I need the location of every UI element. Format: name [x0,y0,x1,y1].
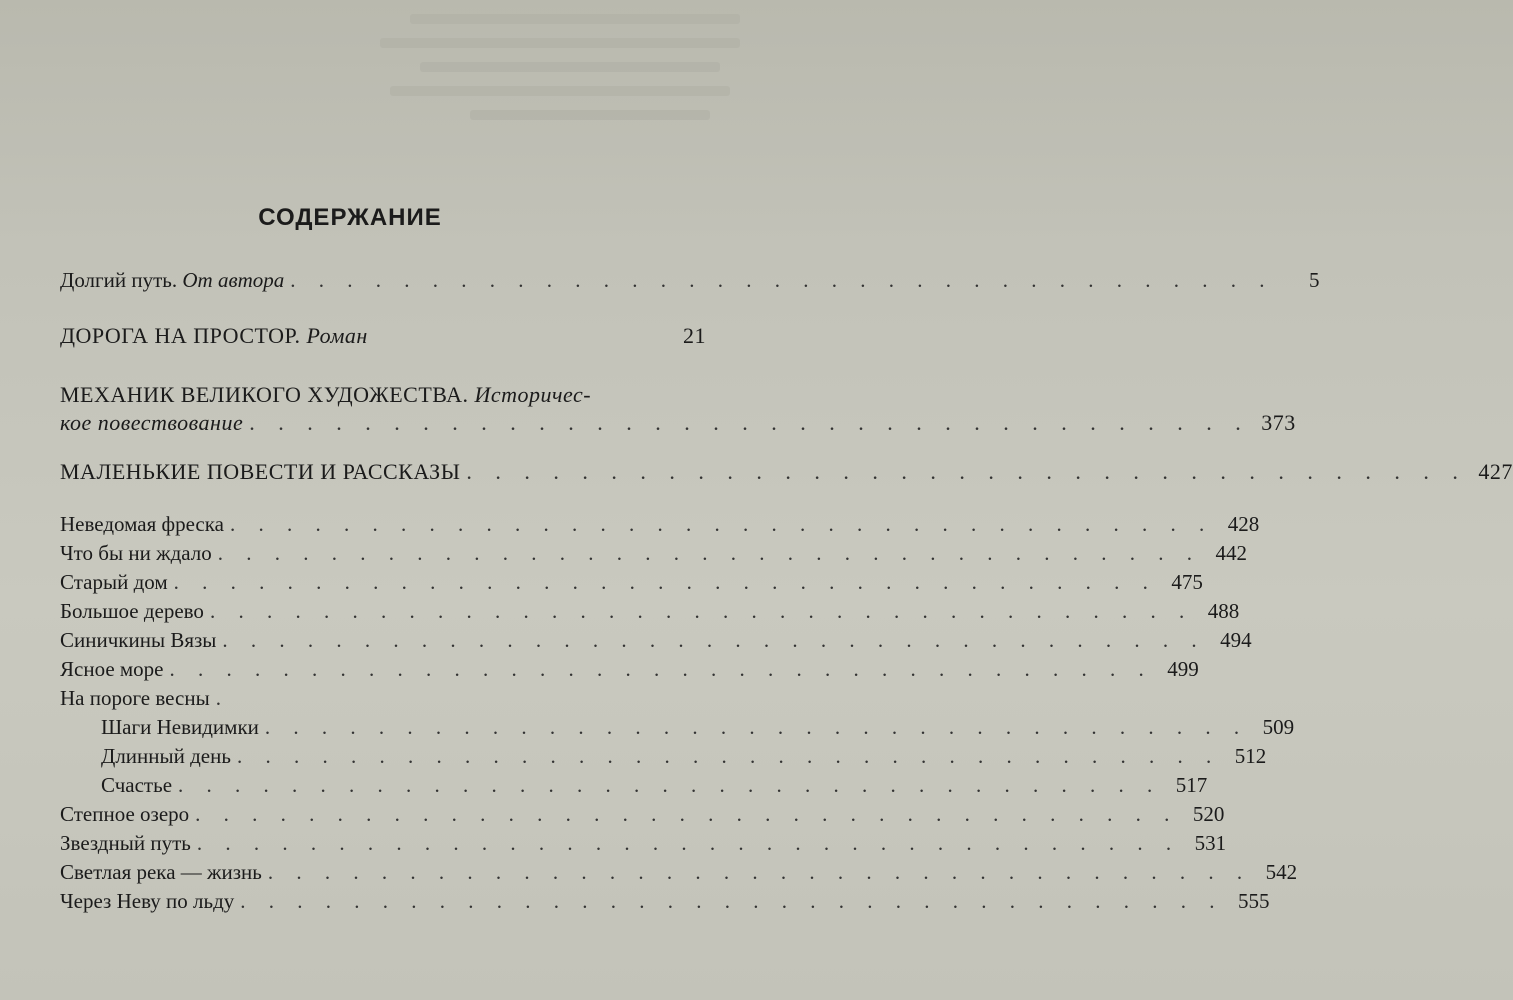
toc-entry [60,322,706,350]
story-title: Шаги Невидимки [101,715,259,739]
leader-dots: . . . . . . . . . . . . . . . . . . . . . . . . . . . . . . . . . . . [195,802,1179,826]
story-title: Звездный путь [60,831,191,855]
story-title: Длинный день [101,744,231,768]
story-entry [60,858,1298,886]
story-title: Ясное море [60,657,164,681]
leader-dots: . . . . . . . . . . . . . . . . . . . . . . . . . . . . . . . . . . . [290,268,1274,292]
page-number: 5 [1309,268,1320,292]
story-entry [60,800,1225,828]
page-number: 531 [1194,831,1227,855]
story-entry [60,568,1203,596]
entry-subtitle: Роман [306,323,368,348]
story-title: Степное озеро [60,802,190,826]
story-entry [60,655,1199,683]
leader-dots: . [215,686,230,710]
leader-dots: . . . . . . . . . . . . . . . . . . . . . . . . . . . . . . . . . . . [209,599,1194,623]
leader-dots: . . . . . . . . . . . . . . . . . . . . . . . . . . . . . . . . . . . [236,744,1221,768]
story-title: На пороге весны [60,686,210,710]
entry-subtitle: Историчес- [474,382,592,407]
page-number: 555 [1238,889,1270,913]
leader-dots: . . . . . . . . . . . . . . . . . . . . . . . . . . . . . . . . . . . [222,628,1206,652]
page-number: 488 [1207,599,1240,623]
story-entry [60,597,1240,625]
page-number: 512 [1234,744,1267,768]
page-number: 373 [1261,410,1296,435]
page-number: 494 [1220,628,1252,652]
page-number: 509 [1262,715,1295,739]
story-entry [60,829,1227,857]
story-entry [60,510,1260,538]
story-entry [101,713,1295,741]
leader-dots: . . . . . . . . . . . . . . . . . . . . . . . . . . . . . . . . . . . [466,459,1467,484]
page-number: 21 [683,323,706,348]
entry-title: Долгий путь. [60,268,178,292]
story-entry [101,742,1267,770]
story-title: Синичкины Вязы [60,628,217,652]
leader-dots: . . . . . . . . . . . . . . . . . . . . . . . . . . . . . . . . . . . [229,512,1214,536]
story-title: Что бы ни ждало [60,541,212,565]
leader-dots: . . . . . . . . . . . . . . . . . . . . . . . . . . . . . . . . . . . [217,541,1201,565]
page-number: 475 [1171,570,1203,594]
toc-entry [60,266,1320,294]
page-number: 442 [1215,541,1247,565]
entry-title: МЕХАНИК ВЕЛИКОГО ХУДОЖЕСТВА. [60,382,469,407]
page-number: 542 [1265,860,1298,884]
leader-dots: . . . . . . . . . . . . . . . . . . . . . . . . . . . . . . . . . . . [178,773,1162,797]
story-title: Старый дом [60,570,168,594]
story-entry [60,887,1270,915]
entry-subtitle: От автора [182,268,285,292]
story-entry [101,771,1208,799]
story-title: Светлая река — жизнь [60,860,262,884]
entry-subtitle-continued: кое повествование [60,410,244,435]
page-number: 428 [1227,512,1260,536]
leader-dots: . . . . . . . . . . . . . . . . . . . . . . . . . . . . . . . . . . . [267,860,1252,884]
story-title: Счастье [101,773,173,797]
page-number: 427 [1478,459,1513,484]
leader-dots: . . . . . . . . . . . . . . . . . . . . . . . . . . . . . . . . . . . [264,715,1249,739]
toc-entry [60,381,1296,437]
page-number: 517 [1175,773,1208,797]
leader-dots: . . . . . . . . . . . . . . . . . . . . . . . . . . . . . . . . . . . [196,831,1181,855]
leader-dots: . . . . . . . . . . . . . . . . . . . . . . . . . . . . . . . . . . . [169,657,1153,681]
leader-dots: . . . . . . . . . . . . . . . . . . . . . . . . . . . . . . . . . . . [249,410,1250,435]
story-entry [60,539,1247,567]
entry-title: ДОРОГА НА ПРОСТОР. [60,323,301,348]
story-title: Большое дерево [60,599,204,623]
story-title: Через Неву по льду [60,889,235,913]
page-number: 520 [1192,802,1225,826]
entry-title: МАЛЕНЬКИЕ ПОВЕСТИ И РАССКАЗЫ [60,459,461,484]
page-number: 499 [1167,657,1199,681]
story-entry [60,626,1252,654]
bleed-through-text [360,0,750,175]
toc-entry [60,458,1513,486]
story-title: Неведомая фреска [60,512,224,536]
story-entry [60,684,706,712]
leader-dots: . . . . . . . . . . . . . . . . . . . . . . . . . . . . . . . . . . . [240,889,1224,913]
page-title: СОДЕРЖАНИЕ [258,204,442,231]
leader-dots: . . . . . . . . . . . . . . . . . . . . . . . . . . . . . . . . . . . [173,570,1157,594]
